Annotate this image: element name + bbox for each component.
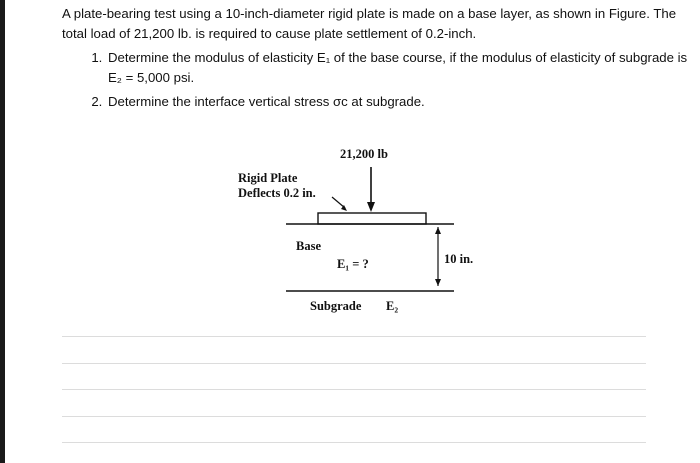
subgrade-label: Subgrade	[310, 299, 362, 313]
left-edge-bar	[0, 0, 5, 463]
answer-rule	[62, 442, 646, 443]
base-label: Base	[296, 239, 321, 253]
problem-statement	[62, 4, 692, 116]
answer-rule	[62, 416, 646, 417]
problem-intro: A plate-bearing test using a 10-inch-diameter rigid plate is made on a base layer, as shown in Figure. The total load of 21,200 lb. is required to cause plate settlement of 0.2-inch.	[62, 6, 677, 41]
e2-label: E₂	[386, 299, 399, 313]
thickness-arrow-top	[435, 227, 441, 234]
rigid-plate	[318, 213, 426, 224]
answer-rule	[62, 336, 646, 337]
plate-label-line2: Deflects 0.2 in.	[238, 186, 316, 200]
question-list	[62, 48, 692, 112]
thickness-label: 10 in.	[444, 252, 474, 266]
plate-bearing-figure	[228, 140, 488, 325]
question-2: 2. Determine the interface vertical stress σc at subgrade.	[106, 92, 692, 112]
e1-label: E₁ = ?	[337, 257, 369, 271]
question-1: 1. Determine the modulus of elasticity E₁ of the base course, if the modulus of elasticity of subgrade is E₂ = 5,000 psi.	[106, 48, 692, 88]
load-label: 21,200 lb	[340, 147, 388, 161]
figure-diagram	[228, 140, 488, 325]
thickness-arrow-bottom	[435, 279, 441, 286]
answer-rule	[62, 363, 646, 364]
load-arrowhead	[367, 202, 375, 212]
answer-rule	[62, 389, 646, 390]
plate-label-line1: Rigid Plate	[238, 171, 298, 185]
